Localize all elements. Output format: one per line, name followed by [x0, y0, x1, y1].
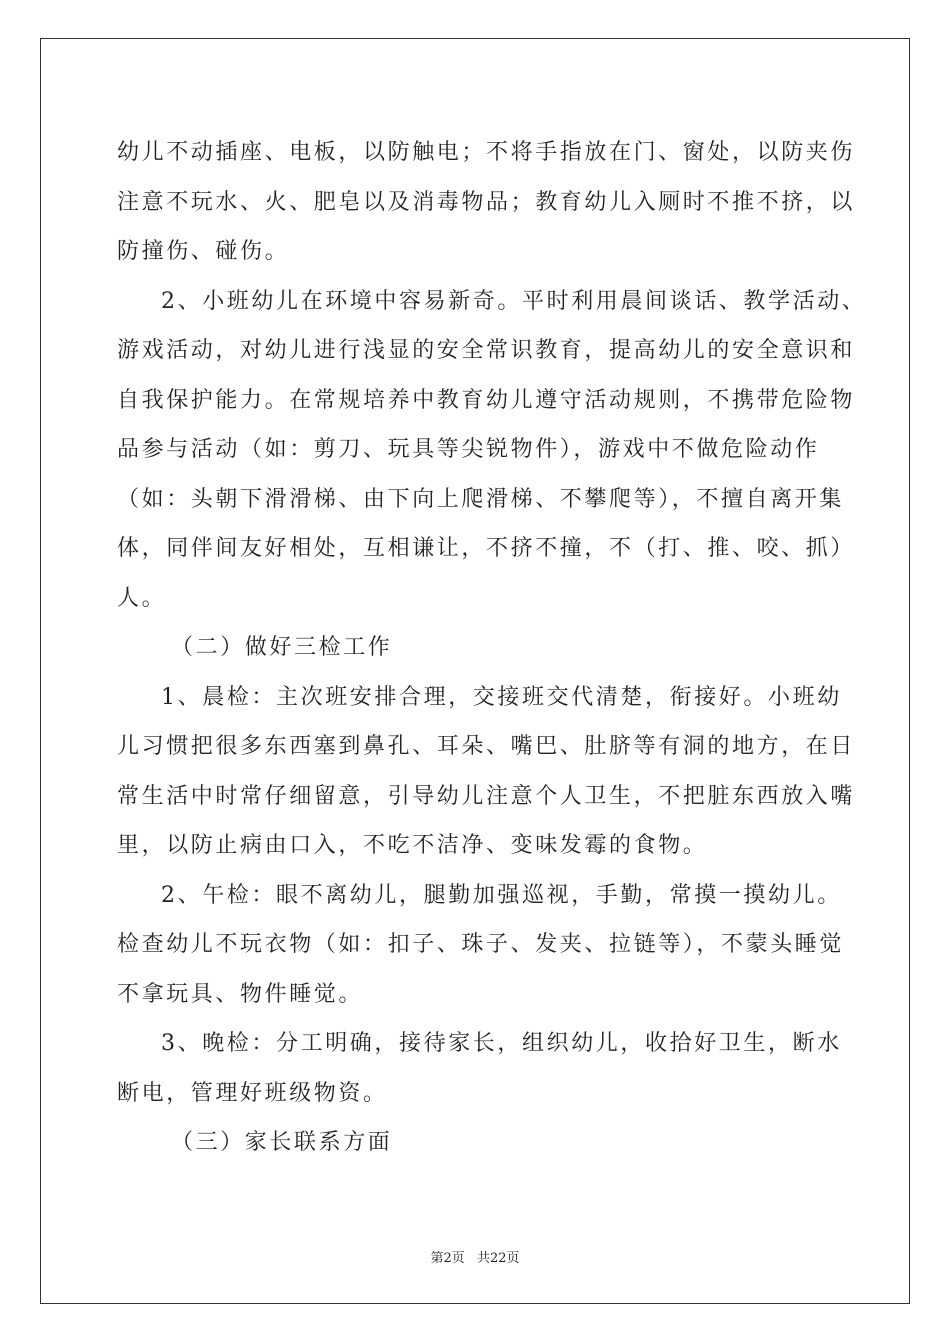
- text-line: 断电，管理好班级物资。: [117, 1080, 388, 1106]
- text-line: 不拿玩具、物件睡觉。: [117, 981, 364, 1007]
- text-line: 幼儿不动插座、电板，以防触电；不将手指放在门、窗处，以防夹伤: [117, 140, 856, 165]
- document-body: [117, 128, 867, 1168]
- text-line: 防撞伤、碰伤。: [117, 239, 290, 264]
- text-line: 1、晨检：主次班安排合理，交接班交代清楚，衔接好。小班幼: [161, 684, 842, 710]
- text-line: 2、小班幼儿在环境中容易新奇。平时利用晨间谈话、教学活动、: [161, 288, 867, 314]
- page-total: 共22页: [476, 1251, 520, 1266]
- text-line: 体，同伴间友好相处，互相谦让，不挤不撞，不（打、推、咬、抓）: [117, 536, 856, 561]
- section-heading: （三）家长联系方面: [171, 1130, 393, 1155]
- page-number: 第2页: [430, 1251, 465, 1266]
- text-line: 人。: [117, 585, 167, 611]
- text-line: 2、午检：眼不离幼儿，腿勤加强巡视，手勤，常摸一摸幼儿。: [161, 882, 842, 908]
- page-footer: [0, 1247, 950, 1266]
- text-line: 品参与活动（如：剪刀、玩具等尖锐物件），游戏中不做危险动作: [117, 437, 820, 462]
- text-line: 游戏活动，对幼儿进行浅显的安全常识教育，提高幼儿的安全意识和: [117, 338, 856, 363]
- text-line: 3、晚检：分工明确，接待家长，组织幼儿，收拾好卫生，断水: [161, 1031, 842, 1056]
- text-line: 检查幼儿不玩衣物（如：扣子、珠子、发夹、拉链等），不蒙头睡觉: [117, 932, 845, 957]
- text-line: （如：头朝下滑滑梯、由下向上爬滑梯、不攀爬等），不擅自离开集: [117, 486, 845, 512]
- text-line: 常生活中时常仔细留意，引导幼儿注意个人卫生，不把脏东西放入嘴: [117, 783, 856, 809]
- text-line: 注意不玩水、火、肥皂以及消毒物品；教育幼儿入厕时不推不挤，以: [117, 189, 856, 215]
- text-line: 里，以防止病由口入，不吃不洁净、变味发霉的食物。: [117, 833, 708, 858]
- text-line: 自我保护能力。在常规培养中教育幼儿遵守活动规则，不携带危险物: [117, 387, 856, 413]
- section-heading: （二）做好三检工作: [171, 635, 393, 660]
- text-line: 儿习惯把很多东西塞到鼻孔、耳朵、嘴巴、肚脐等有洞的地方，在日: [117, 734, 856, 759]
